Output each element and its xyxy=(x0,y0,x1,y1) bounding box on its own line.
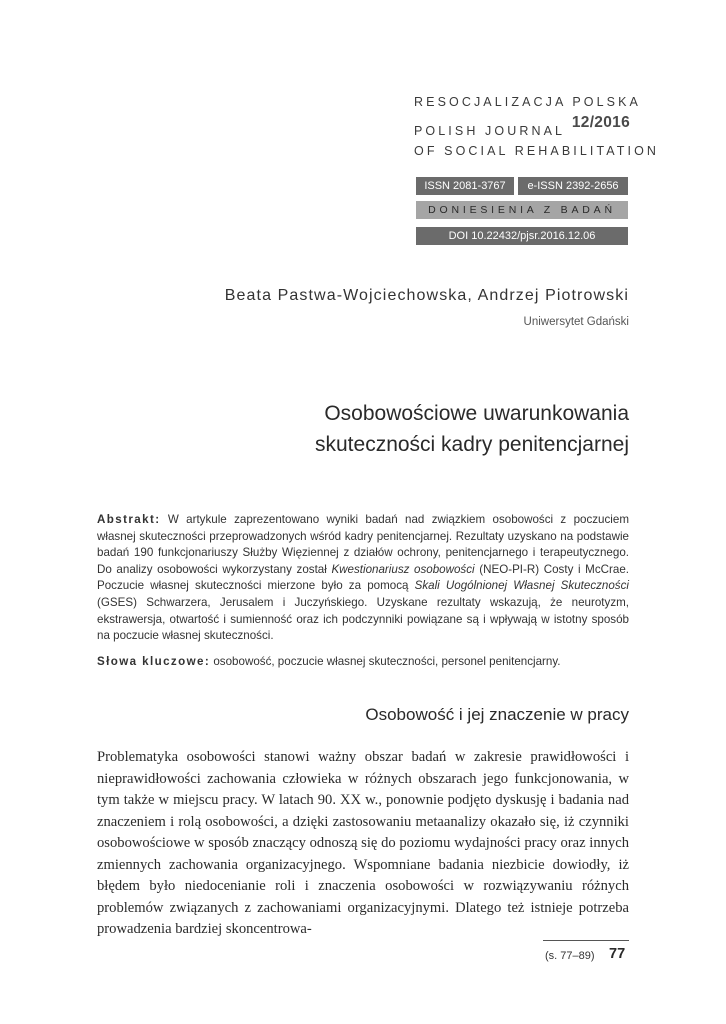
abstract-italic-2: Skali Uogólnionej Własnej Skuteczności xyxy=(414,579,629,593)
page-range: (s. 77–89) xyxy=(545,950,595,962)
abstract-label: Abstrakt: xyxy=(97,513,161,526)
article-title xyxy=(315,398,629,460)
article-title-line1: Osobowościowe uwarunkowania xyxy=(324,402,629,425)
footer-rule xyxy=(543,940,629,941)
keywords xyxy=(97,654,629,671)
author-affiliation: Uniwersytet Gdański xyxy=(523,316,629,328)
journal-name-line1: RESOCJALIZACJA POLSKA xyxy=(414,95,641,109)
abstract-italic-1: Kwestionariusz osobowości xyxy=(331,562,475,576)
journal-name-line3: OF SOCIAL REHABILITATION xyxy=(414,144,660,158)
issn-badge: ISSN 2081-3767 xyxy=(416,177,514,195)
section-heading: Osobowość i jej znaczenie w pracy xyxy=(365,705,629,724)
body-paragraph: Problematyka osobowości stanowi ważny obszar badań w zakresie prawidłowości i nieprawidłowości zachowania człowieka w różnych obszarach jego funkcjonowania, w tym także w miejscu pracy. W latach 90. XX w., ponownie podjęto dyskusję i badania nad znaczeniem i rolą osobowości, a dzięki zastosowaniu metaanalizy okazało się, iż czynniki osobowościowe w sposób znaczący odnoszą się do poziomu wydajności pracy oraz innych zmiennych zachowania organizacyjnego. Wspomniane badania niezbicie dowiodły, iż błędem było niedocenianie roli i znaczenia osobowości w rozwiązywaniu różnych problemów związanych z zachowaniami organizacyjnymi. Dlatego też istnieje potrzeba prowadzenia bardziej skoncentrowa- xyxy=(97,749,629,937)
abstract-text-1: W artykule zaprezentowano wyniki badań nad związkiem osobowości z poczuciem własnej skuteczności przeprowadzonych wśród kadry penitencjarnej. Rezultaty uzyskano na podstawie badań 190 funkcjonariuszy Służby Więziennej z działów ochrony, penitencjarnego i terapeutycznego. Do analizy osobowości wykorzystany został xyxy=(97,513,629,576)
keywords-text: osobowość, poczucie własnej skuteczności, personel penitencjarny. xyxy=(210,655,561,668)
article-authors: Beata Pastwa-Wojciechowska, Andrzej Piotrowski xyxy=(224,287,629,304)
keywords-label: Słowa kluczowe: xyxy=(97,655,211,668)
journal-name-line2: POLISH JOURNAL xyxy=(414,124,566,138)
page-number: 77 xyxy=(609,946,626,962)
journal-issue: 12/2016 xyxy=(571,114,630,131)
abstract-text-3: (GSES) Schwarzera, Jerusalem i Juczyńskiego. Uzyskane rezultaty wskazują, że neurotyzm, ekstrawersja, otwartość i sumienność oraz ich podczynniki powiązane są i wpływają w istotny sposób na poczucie własnej skuteczności. xyxy=(97,595,629,643)
eissn-badge: e-ISSN 2392-2656 xyxy=(518,177,628,195)
doi-badge: DOI 10.22432/pjsr.2016.12.06 xyxy=(416,227,628,245)
abstract xyxy=(97,512,629,645)
section-type-badge: DONIESIENIA Z BADAŃ xyxy=(416,201,628,219)
abstract-text-2: (NEO-PI-R) Costy i McCrae. Poczucie własnej skuteczności mierzone było za pomocą xyxy=(97,562,629,593)
journal-header xyxy=(414,94,660,159)
article-title-line2: skuteczności kadry penitencjarnej xyxy=(315,433,629,456)
